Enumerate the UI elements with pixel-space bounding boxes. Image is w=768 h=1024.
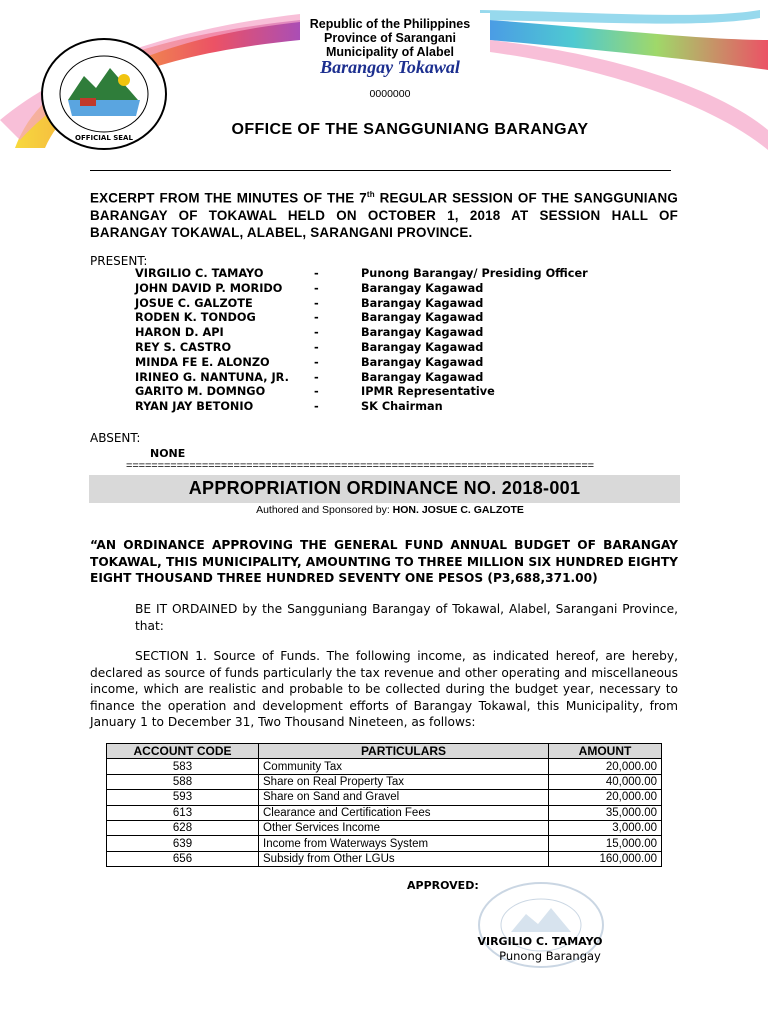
separator-line: ========================================================================== (126, 460, 594, 472)
dash-separator: - (314, 400, 319, 414)
svg-text:OFFICIAL SEAL: OFFICIAL SEAL (75, 134, 133, 142)
amount-cell: 40,000.00 (549, 774, 662, 789)
dash-separator: - (314, 326, 319, 340)
member-name: GARITO M. DOMNGO (135, 385, 266, 399)
member-name: RYAN JAY BETONIO (135, 400, 254, 414)
particulars-cell: Subsidy from Other LGUs (259, 851, 549, 866)
dash-separator: - (314, 281, 319, 295)
section1-paragraph (90, 648, 678, 731)
office-heading: OFFICE OF THE SANGGUNIANG BARANGAY (231, 121, 589, 138)
member-name: HARON D. API (135, 326, 224, 340)
table-row (107, 759, 662, 774)
member-position: Barangay Kagawad (361, 355, 484, 369)
ordained-text: BE IT ORDAINED by the Sangguniang Barangay of Tokawal, Alabel, Sarangani Province, that: (135, 602, 678, 633)
approved-label: APPROVED: (407, 879, 479, 892)
document-code: 0000000 (369, 88, 411, 100)
member-name: IRINEO G. NANTUNA, JR. (135, 370, 289, 384)
member-position: Punong Barangay/ Presiding Officer (361, 267, 588, 280)
particulars-cell: Income from Waterways System (259, 836, 549, 851)
account-code-cell: 593 (107, 790, 259, 805)
header-divider (90, 170, 671, 171)
member-position: Barangay Kagawad (361, 311, 484, 325)
table-row (107, 774, 662, 789)
excerpt-part2: REGULAR SESSION OF THE SANGGUNIANG BARANGAY OF TOKAWAL HELD ON OCTOBER 1, 2018 AT SESSION HALL OF BARANGAY TOKAWAL, ALABEL, SARANGANI PROVINCE. (90, 190, 679, 241)
particulars-cell: Clearance and Certification Fees (259, 805, 549, 820)
ordained-paragraph (90, 601, 678, 634)
ordinance-quote: “AN ORDINANCE APPROVING THE GENERAL FUND ANNUAL BUDGET OF BARANGAY TOKAWAL, THIS MUNICIPALITY, AMOUNTING TO THREE MILLION SIX HUNDRED EIGHTY EIGHT THOUSAND THREE HUNDRED SEVENTY ONE PESOS (P3,688,371.00) (90, 538, 679, 585)
member-position: Barangay Kagawad (361, 281, 484, 295)
particulars-cell: Other Services Income (259, 820, 549, 835)
excerpt-paragraph (90, 186, 678, 242)
member-position: Barangay Kagawad (361, 296, 484, 310)
amount-cell: 160,000.00 (549, 851, 662, 866)
table-row (107, 790, 662, 805)
section1-text: SECTION 1. Source of Funds. The following income, as indicated hereof, are hereby, declared as source of funds particularly the tax revenue and other operating and miscellaneous income, which are realistic and probable to be collected during the budget year, necessary to finance the operation and development efforts of Barangay Tokawal, this Municipality, from January 1 to December 31, Two Thousand Nineteen, as follows: (90, 649, 678, 729)
member-name: REY S. CASTRO (135, 341, 232, 354)
member-name: VIRGILIO C. TAMAYO (135, 267, 264, 280)
authored-prefix: Authored and Sponsored by: (256, 504, 393, 516)
authored-by (180, 504, 600, 516)
absent-value: NONE (150, 447, 186, 460)
table-row (107, 805, 662, 820)
header-account-code: ACCOUNT CODE (107, 744, 259, 759)
member-name: RODEN K. TONDOG (135, 311, 256, 325)
excerpt-sup: th (366, 190, 375, 199)
municipality-line: Municipality of Alabel (325, 45, 455, 59)
amount-cell: 20,000.00 (549, 759, 662, 774)
account-code-cell: 588 (107, 774, 259, 789)
amount-cell: 35,000.00 (549, 805, 662, 820)
barangay-name: Barangay Tokawal (320, 57, 460, 77)
signatory-name: VIRGILIO C. TAMAYO (477, 935, 603, 948)
province-line: Province of Sarangani (324, 31, 456, 45)
amount-cell: 20,000.00 (549, 790, 662, 805)
header-particulars: PARTICULARS (259, 744, 549, 759)
dash-separator: - (314, 311, 319, 325)
dash-separator: - (314, 267, 319, 280)
signatory-title: Punong Barangay (499, 949, 601, 963)
particulars-cell: Share on Sand and Gravel (259, 790, 549, 805)
official-seal-icon (40, 36, 168, 152)
member-position: Barangay Kagawad (361, 326, 484, 340)
member-position: SK Chairman (361, 400, 443, 414)
member-position: Barangay Kagawad (361, 341, 484, 354)
absent-label: ABSENT: (90, 431, 141, 445)
source-of-funds-table (106, 743, 662, 867)
table-row (107, 820, 662, 835)
republic-line: Republic of the Philippines (309, 17, 471, 31)
dash-separator: - (314, 296, 319, 310)
member-name: JOSUE C. GALZOTE (135, 296, 253, 310)
amount-cell: 15,000.00 (549, 836, 662, 851)
table-header-row (107, 744, 662, 759)
account-code-cell: 613 (107, 805, 259, 820)
amount-cell: 3,000.00 (549, 820, 662, 835)
account-code-cell: 628 (107, 820, 259, 835)
present-label: PRESENT: (90, 254, 148, 268)
dash-separator: - (314, 355, 319, 369)
member-position: IPMR Representative (361, 385, 495, 399)
dash-separator: - (314, 341, 319, 354)
dash-separator: - (314, 370, 319, 384)
table-row (107, 836, 662, 851)
dash-separator: - (314, 385, 319, 399)
authored-name: HON. JOSUE C. GALZOTE (392, 504, 524, 516)
particulars-cell: Share on Real Property Tax (259, 774, 549, 789)
table-row (107, 851, 662, 866)
account-code-cell: 656 (107, 851, 259, 866)
account-code-cell: 639 (107, 836, 259, 851)
ordinance-title: APPROPRIATION ORDINANCE NO. 2018-001 (188, 478, 581, 498)
header-amount: AMOUNT (549, 744, 662, 759)
particulars-cell: Community Tax (259, 759, 549, 774)
member-name: JOHN DAVID P. MORIDO (135, 281, 283, 295)
member-position: Barangay Kagawad (361, 370, 484, 384)
member-name: MINDA FE E. ALONZO (135, 355, 270, 369)
account-code-cell: 583 (107, 759, 259, 774)
excerpt-part1: EXCERPT FROM THE MINUTES OF THE 7 (90, 190, 367, 206)
